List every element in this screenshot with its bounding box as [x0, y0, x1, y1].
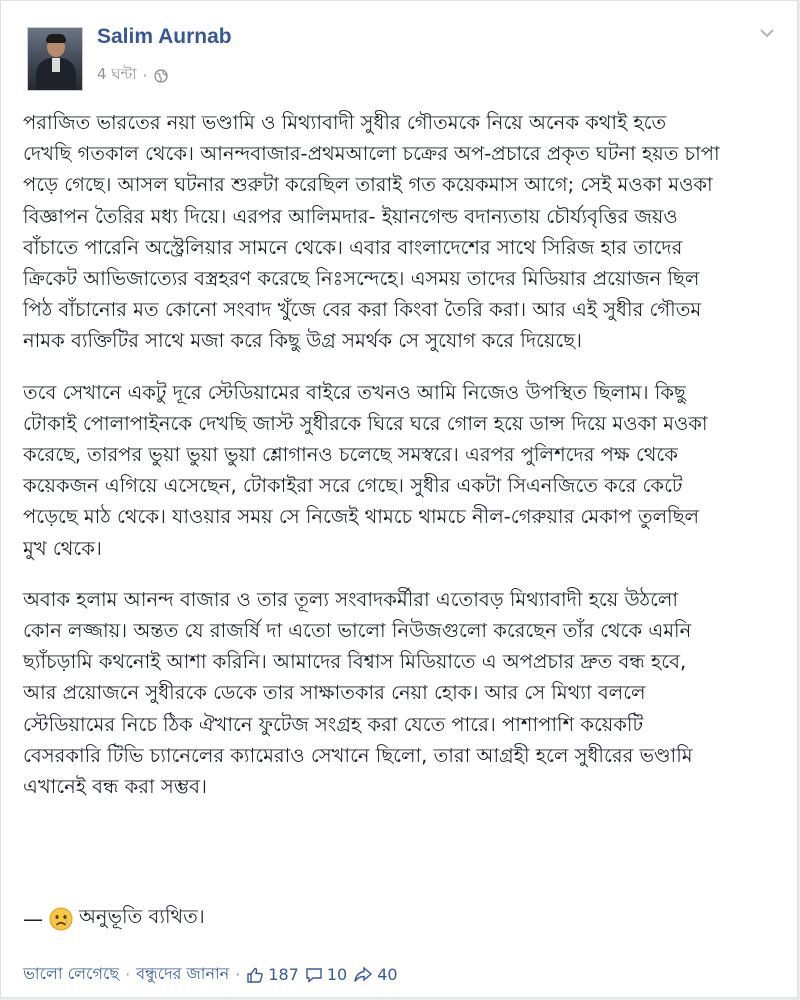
text-line: স্টেডিয়ামের নিচে ঠিক ঐখানে ফুটেজ সংগ্রহ করা যেতে পারে। পাশাপাশি কয়েকটি [23, 712, 644, 736]
text-line: নামক ব্যক্তিটির সাথে মজা করে কিছু উগ্র সমর্থক সে সুযোগ করে দিয়েছে। [23, 329, 583, 353]
comment-icon [305, 966, 323, 984]
text-line: পড়েছে মাঠ থেকে। যাওয়ার সময় সে নিজেই থামচে থামচে নীল-গেরুয়ার মেকাপ তুলছিল [23, 505, 700, 529]
text-line: আর প্রয়োজনে সুধীরকে ডেকে তার সাক্ষাতকার নেয়া হোক। আর সে মিথ্যা বললে [23, 681, 646, 705]
post-actions [23, 961, 398, 988]
post-paragraph-3 [23, 584, 783, 802]
text-line: অবাক হলাম আনন্দ বাজার ও তার তূল্য সংবাদকর্মীরা এতোবড় মিথ্যাবাদী হয়ে উঠলো [23, 587, 679, 611]
comments-count: 10 [326, 965, 348, 984]
share-icon [353, 966, 373, 984]
text-line: মুখ থেকে। [23, 536, 102, 560]
text-line: পরাজিত ভারতের নয়া ভণ্ডামি ও মিথ্যাবাদী সুধীর গৌতমকে নিয়ে অনেক কথাই হতে [23, 111, 667, 134]
text-line: তবে সেখানে একটু দূরে স্টেডিয়ামের বাইরে তখনও আমি নিজেও উপস্থিত ছিলাম। কিছু [23, 380, 686, 404]
chevron-down-icon[interactable] [759, 27, 775, 39]
text-line: টোকাই পোলাপাইনকে দেখছি জাস্ট সুধীরকে ঘিরে ঘরে গোল হয়ে ডান্স দিয়ে মওকা মওকা [23, 411, 708, 435]
feeling-status [23, 903, 205, 935]
text-line: কোন লজ্জায়। অন্তত যে রাজর্ষি দা এতো ভালো নিউজগুলো করেছেন তাঁর থেকে এমনি [23, 619, 692, 643]
text-line: এখানেই বন্ধ করা সম্ভব। [23, 775, 207, 799]
tag-friends-link[interactable]: বন্ধুদের জানান [136, 964, 230, 983]
globe-icon[interactable] [154, 69, 168, 83]
sad-face-icon [49, 907, 73, 931]
shares-count-button[interactable] [353, 965, 397, 984]
feeling-text[interactable]: অনুভূতি ব্যথিত। [79, 905, 205, 928]
post-meta [97, 63, 168, 88]
thumbs-up-icon [246, 966, 264, 984]
likes-count: 187 [268, 965, 299, 984]
post-text [23, 107, 783, 822]
text-line: পিঠ বাঁচানোর মত কোনো সংবাদ খুঁজে বের করা কিংবা তৈরি করা। আর এই সুধীর গৌতম [23, 298, 702, 322]
post-time[interactable]: 4 ঘন্টা [97, 65, 137, 83]
footer-separator: · [125, 965, 131, 984]
author-name[interactable]: Salim Aurnab [97, 25, 232, 48]
text-line: পড়ে গেছে। আসল ঘটনার শুরুটা করেছিল তারাই গত কয়েকমাস আগে; সেই মওকা মওকা [23, 173, 713, 197]
text-line: বিজ্ঞাপন তৈরির মধ্য দিয়ে। এরপর আলিমদার- ইয়ানগেল্ড বদান্যতায় চৌর্য্যবৃত্তির জয়ও [23, 204, 678, 228]
like-link[interactable]: ভালো লেগেছে [23, 964, 120, 983]
text-line: ছ্যাঁচড়ামি কথনোই আশা করিনি। আমাদের বিশ্বাস মিডিয়াতে এ অপপ্রচার দ্রুত বন্ধ হবে, [23, 650, 687, 674]
text-line: কয়েকজন এগিয়ে এসেছেন, টোকাইরা সরে গেছে। সুধীর একটা সিএনজিতে করে কেটে [23, 474, 683, 498]
text-line: দেখছি গতকাল থেকে। আনন্দবাজার-প্রথমআলো চক্রের অপ-প্রচারে প্রকৃত ঘটনা হয়ত চাপা [23, 142, 720, 166]
comments-count-button[interactable] [305, 965, 347, 984]
shares-count: 40 [377, 965, 398, 984]
feeling-dash: — [23, 907, 43, 931]
avatar[interactable] [27, 27, 83, 91]
likes-count-button[interactable] [246, 965, 299, 984]
footer-separator: · [235, 965, 241, 984]
text-line: করেছে, তারপর ভুয়া ভুয়া ভুয়া শ্লোগানও চলেছে সমস্বরে। এরপর পুলিশদের পক্ষ থেকে [23, 443, 678, 467]
text-line: ক্রিকেট আভিজাত্যের বস্ত্রহরণ করেছে নিঃসন্দেহে। এসময় তাদের মিডিয়ার প্রয়োজন ছিল [23, 267, 700, 291]
meta-separator: · [142, 66, 148, 85]
post-paragraph-2 [23, 377, 783, 564]
text-line: বাঁচাতে পারেনি অস্ট্রেলিয়ার সামনে থেকে। এবার বাংলাদেশের সাথে সিরিজ হার তাদের [23, 235, 683, 259]
post-paragraph-1 [23, 107, 783, 357]
text-line: বেসরকারি টিভি চ্যানেলের ক্যামেরাও সেখানে ছিলো, তারা আগ্রহী হলে সুধীরের ভণ্ডামি [23, 743, 693, 767]
